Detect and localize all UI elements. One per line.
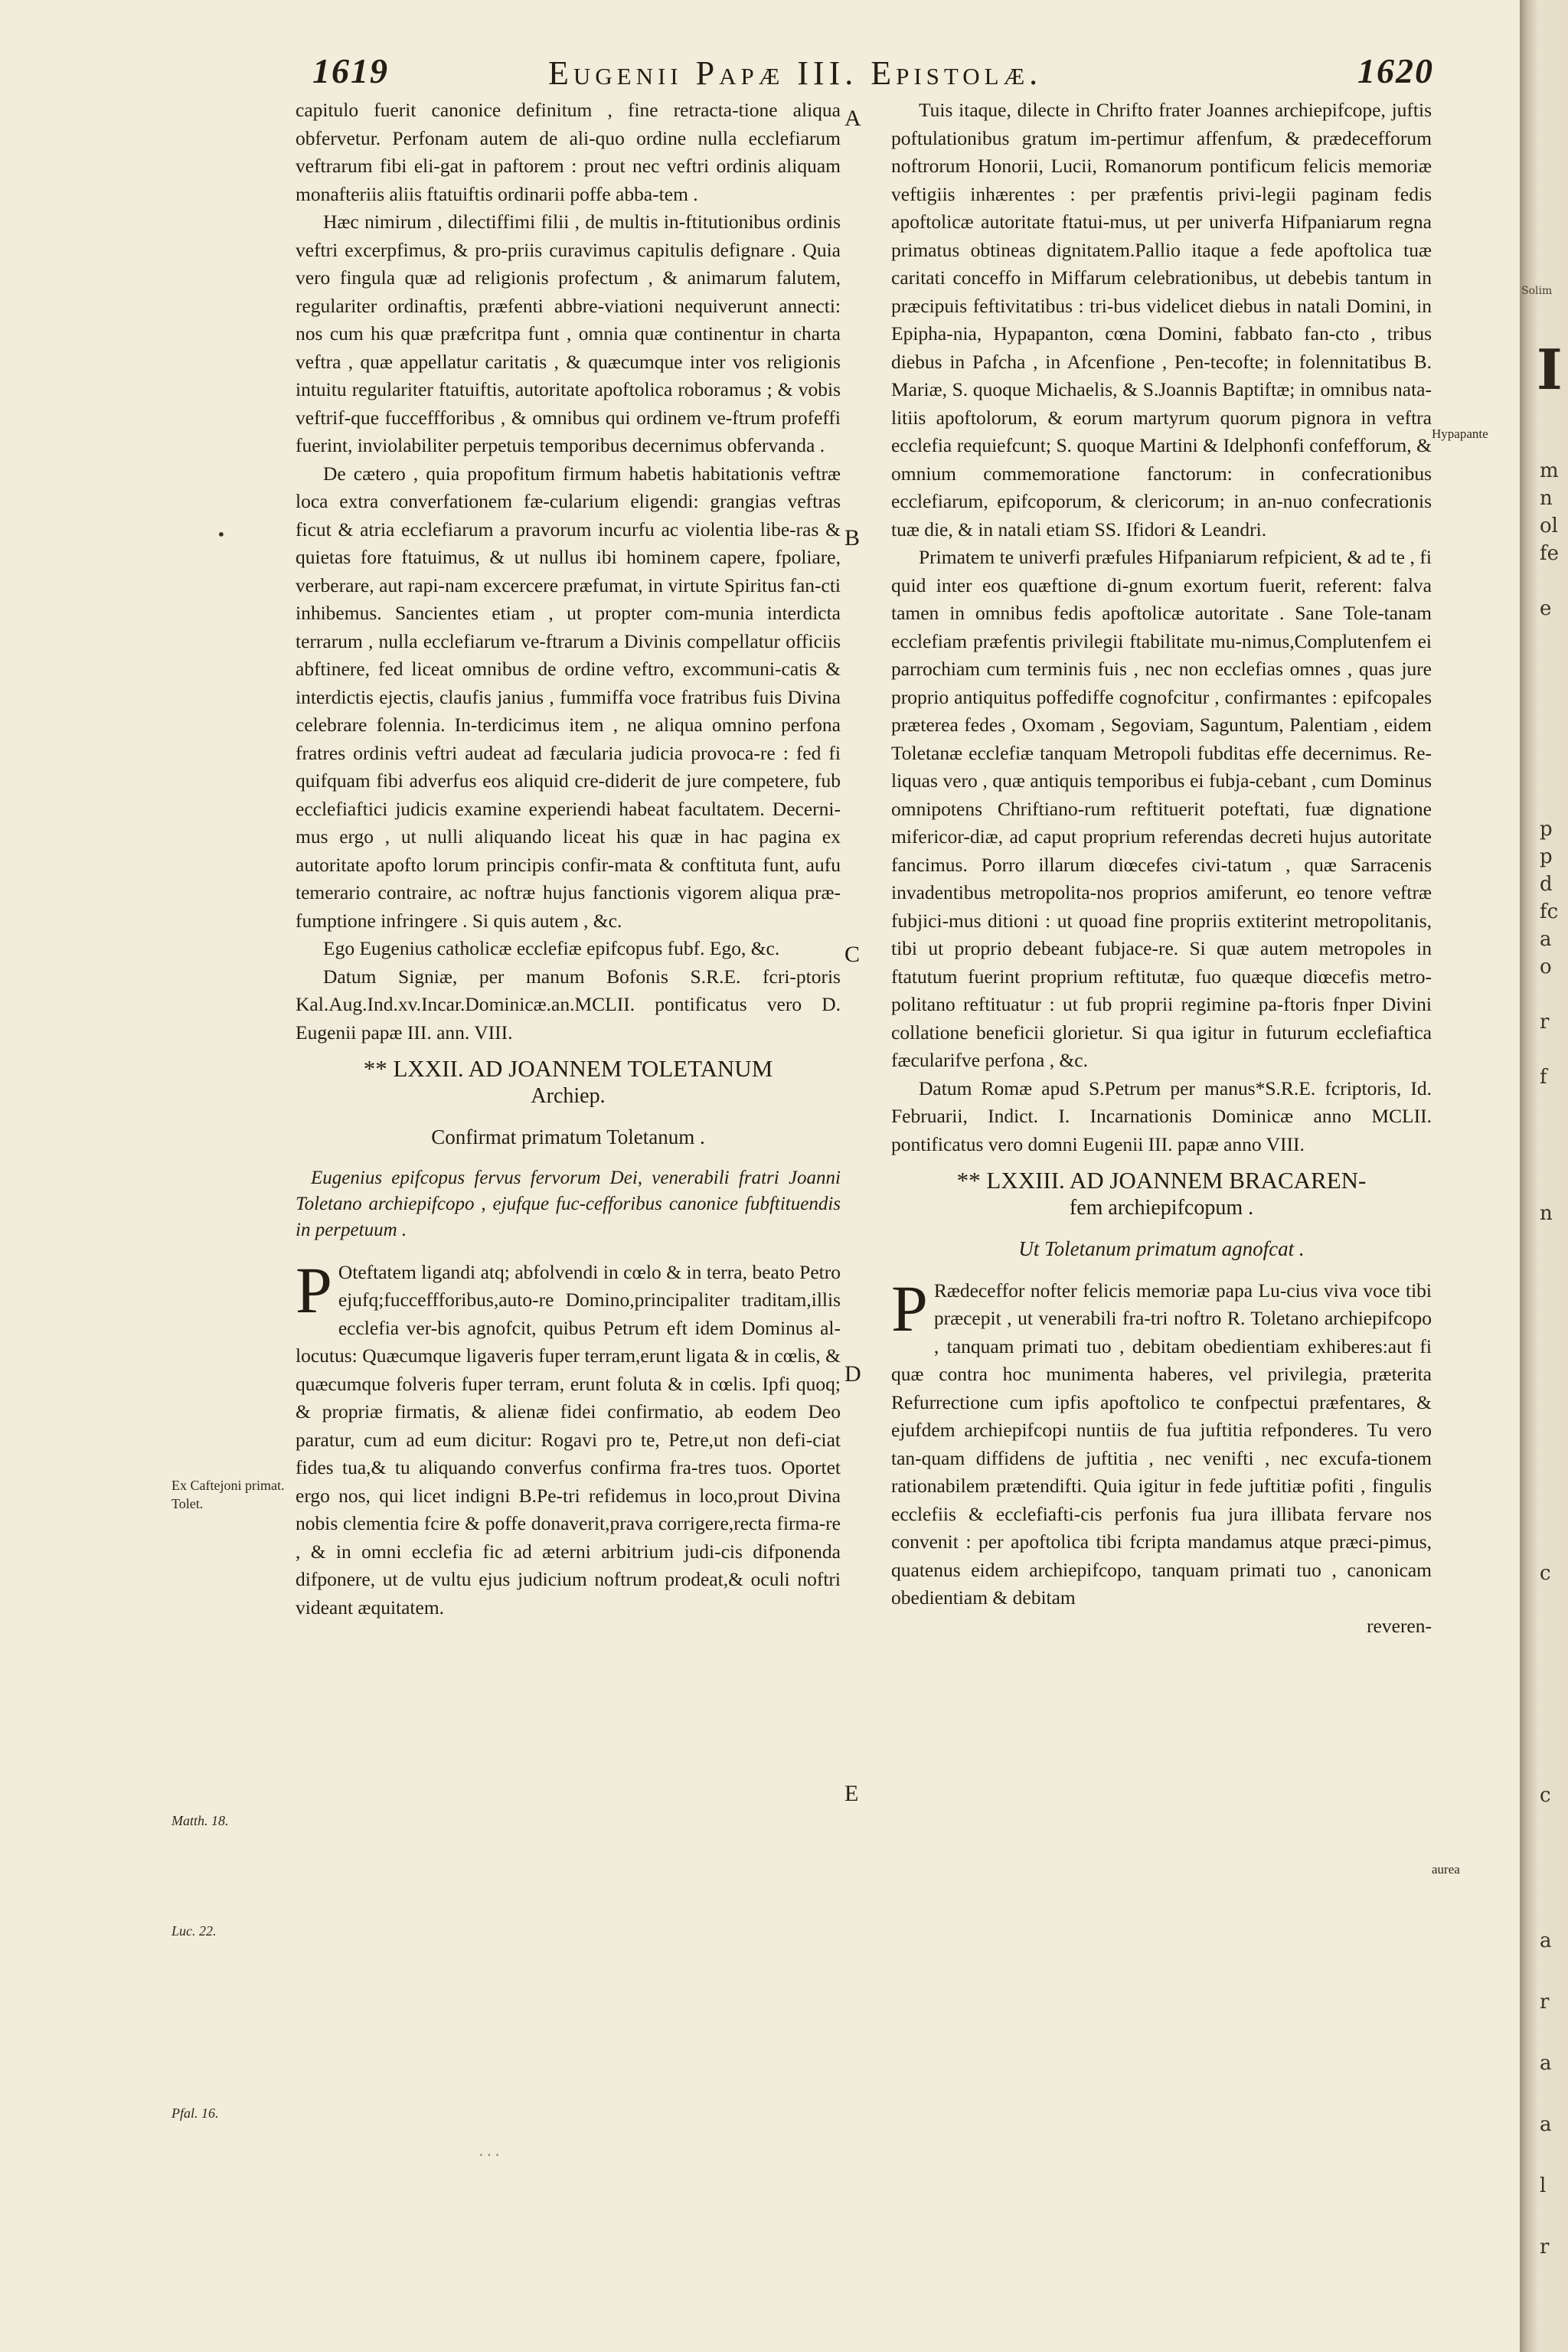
margin-note-castejon: Ex Caftejoni primat. Tolet. xyxy=(172,1478,285,1511)
drop-cap: P xyxy=(296,1253,332,1327)
letter-heading: ** LXXII. AD JOANNEM TOLETANUM xyxy=(363,1055,773,1082)
page-number-right: 1620 xyxy=(1357,51,1434,90)
gutter-char: d xyxy=(1540,873,1553,896)
letter-summary: Ut Toletanum primatum agnofcat . xyxy=(1018,1237,1305,1260)
paragraph: De cætero , quia propofitum firmum habetis habitationis veftræ loca extra converfationem fæ-cularium eligendi: grangias veftras ficut & atria ecclefiarum a pravorum incurfu ac violentia libe-ras & quietas fore ftatuimus, & ut nullus ibi hominem capere, fpoliare, verberare, aut rapi-nam excercere præfumat, in virtute Spiritus fan-cti inhibemus. Sancientes etiam , ut propter com-munia interdicta terrarum , nulla ecclefiarum ve-ftrarum a Divinis compellatur officiis abftinere, fed liceat omnibus de ordine veftro, excommuni-catis & interdictis ejectis, claufis janius , fummiffa voce fratribus fuis Divina celebrare folennia. In-terdicimus item , ne aliqua omnino perfona fratres ordinis veftri audeat ad fæcularia judicia provoca-re : fed fi quifquam fibi adverfus eos aliquid cre-diderit de jure competere, fub ecclefiaftici judicis examine experiendi habeat facultatem. Decerni-mus ergo , ut nulli aliquando liceat his quæ in hac pagina ex autoritate apofto lorum principis confir-mata & conftituta funt, aufu temerario contraire, ac noftræ hujus fanctionis vigorem aliqua præ-fumptione infringere . Si quis autem , &c. xyxy=(296,462,841,932)
dating-clause: Datum Romæ apud S.Petrum per manus*S.R.E. fcriptoris, Id. Februarii, Indict. I. Incarnationis Dominicæ anno MCLII. pontificatus vero domni Eugenii III. papæ anno VIII. xyxy=(891,1076,1432,1155)
margin-note-matthew: Matth. 18. xyxy=(172,1813,229,1828)
gutter-char: r xyxy=(1540,1991,1550,2014)
signature-line: Ego Eugenius catholicæ ecclefiæ epifcopus fubf. Ego, &c. xyxy=(323,937,780,959)
gutter-char: a xyxy=(1540,2113,1552,2136)
gutter-char: r xyxy=(1540,1011,1550,1034)
letter-summary: Confirmat primatum Toletanum . xyxy=(431,1125,705,1148)
gutter-char: p xyxy=(1540,818,1553,841)
dating-clause: Datum Signiæ, per manum Bofonis S.R.E. fcri-ptoris Kal.Aug.Ind.xv.Incar.Dominicæ.an.MCLII. pontificatus vero D. Eugenii papæ III. ann. VIII. xyxy=(296,965,841,1044)
gutter-big-letter: I xyxy=(1537,337,1563,402)
letter-heading: ** LXXIII. AD JOANNEM BRACAREN- xyxy=(956,1167,1367,1194)
gutter-char: e xyxy=(1540,597,1552,620)
paragraph: Hæc nimirum , dilectiffimi filii , de multis in-ftitutionibus ordinis veftri excerpfimus, & pro-priis curavimus capitulis defignare . Quia vero fingula quæ ad religionis profectum , & animarum falutem, regulariter ordinaftis, præfenti abbre-viationi nequiverunt annecti: nos cum his quæ præfcritpa funt , omnia quæ continentur in charta veftra , quæ appellatur caritatis , & quæcumque inter vos religionis intuitu regulariter ftatuiftis, autoritate apoftolica roboramus ; & vobis veftrif-que fucceffforibus , & omnibus qui ordinem ve-ftrum profeffi fuerint, inviolabiliter perpetuis temporibus decernimus obfervanda . xyxy=(296,211,841,456)
margin-note-hypapante: Hypapante xyxy=(1432,426,1488,441)
paragraph-text: Oteftatem ligandi atq; abfolvendi in cœlo & in terra, beato Petro ejufq;fucceffforibus,auto-re Domino,principaliter traditam,illis ecclefia ver-bis agnofcit, quibus Petrum eft idem Dominus al-locutus: Quæcumque ligaveris fuper terram,erunt ligata & in cœlis, & quæcumque folveris fuper terram, erunt foluta & in cœlis. Ipfi quoq; & propriæ firmatis, & alienæ fidei confirmatio, ab eodem Deo paratur, cum ad eum dicitur: Rogavi pro te, Petre,ut non defi-ciat fides tua,& tu aliquando converfus confirma fra-tres tuos. Oportet ergo nos, qui licet indigni B.Pe-tri refidemus in loco,prout Divina nobis clementia fcire & poffe donaverit,prava corrigere,recta firma-re , & in omni ecclefia fic ad æterni arbitrium judi-cis difponenda difponere, ut de vultu ejus judicium noftrum prodeat,& oculi noftri videant æquitatem. xyxy=(296,1260,841,1619)
gutter-char: ol xyxy=(1540,514,1558,537)
paragraph: capitulo fuerit canonice definitum , fine retracta-tione aliqua obfervetur. Perfonam autem de ali-quo ordine nulla ecclefiarum veftrarum fibi eli-gat in paftorem : prout nec veftri ordinis aliquam monafteriis aliis ftatuiftis ordinarii poffe abba-tem . xyxy=(296,99,841,205)
section-letter-b: B xyxy=(844,525,861,550)
right-column xyxy=(891,96,1432,1640)
gutter-char: r xyxy=(1540,2236,1550,2259)
gutter-char: a xyxy=(1540,1929,1552,1952)
section-letter-d: D xyxy=(844,1361,861,1387)
letter-subheading: Archiep. xyxy=(531,1084,606,1108)
letter-address: Eugenius epifcopus fervus fervorum Dei, venerabili fratri Joanni Toletano archiepifcopo , ejufque fuc-cefforibus canonice fubftituendis in perpetuum . xyxy=(296,1167,841,1240)
section-letter-e: E xyxy=(844,1781,859,1806)
section-letter-c: C xyxy=(844,942,861,967)
gutter-char: fc xyxy=(1540,900,1559,923)
paragraph: Tuis itaque, dilecte in Chrifto frater Joannes archiepifcope, juftis poftulationibus gratum im-pertimur affenfum, & prædecefforum noftrorum Honorii, Lucii, Romanorum pontificum felicis memoriæ veftigiis inhærentes : per præfentis privi-legii paginam fedis apoftolicæ autoritate ftatui-mus, ut per univerfa Hifpaniarum regna primatus obtineas dignitatem.Pallio itaque a fede apoftolica tuæ caritati conceffo in Miffarum celebrationibus, ut debebis tantum in præcipuis feftivitatibus : tri-bus videlicet diebus in natali Domini, in Epipha-nia, Hypapanton, cœna Domini, fabbato fan-cto , tribus diebus in Pafcha , in Afcenfione , Pen-tecofte; in folennitatibus B. Mariæ, S. quoque Michaelis, & S.Joannis Baptiftæ; in omnibus nata-litiis apoftolorum, & eorum martyrum quorum pignora in veftra ecclefia requiefcunt; S. quoque Martini & Idelphonfi confefforum, & omnium commemoratione fanctorum: in confecrationibus ecclefiarum, epifcoporum, & clericorum; in an-nuo confecrationis tuæ die, & in natali etiam SS. Ifidori & Leandri. xyxy=(891,99,1432,541)
gutter-char: a xyxy=(1540,928,1552,951)
paragraph-text: Rædeceffor nofter felicis memoriæ papa Lu-cius viva voce tibi præcepit , ut venerabili fra-tri noftro R. Toletano archiepifcopo , tanquam primati tuo , debitam obedientiam exhiberes:aut fi quæ contra hoc munimenta haberes, vel privilegia, præterita Refurrectione cum ipfis apoftolico te confpectui præfentares, & ejufdem archiepifcopi nuntiis de fua juftitia refponderes. Tu vero tan-quam diffidens de juftitia , nec venifti , nec excufa-tionem rationabilem prætendifti. Quia igitur in fede juftitiæ pofiti , fingulis ecclefiis & ecclefiafti-cis perfonis fua jura illibata fervare nos convenit : per apoftolica tibi fcripta mandamus atque præci-pimus, quatenus eidem archiepifcopo, tanquam primati tuo , canonicam obedientiam & debitam xyxy=(891,1279,1432,1609)
gutter-char: c xyxy=(1540,1784,1551,1807)
margin-note-luke: Luc. 22. xyxy=(172,1923,217,1939)
gutter-char: f xyxy=(1540,1066,1547,1089)
gutter-char: n xyxy=(1540,1202,1553,1225)
gutter-char: a xyxy=(1540,2052,1552,2075)
page-number-left: 1619 xyxy=(312,51,389,90)
gutter-char: o xyxy=(1540,956,1552,978)
margin-note-psalm: Pfal. 16. xyxy=(172,2105,219,2121)
paragraph: Primatem te univerfi præfules Hifpaniarum refpicient, & ad te , fi quid inter eos quæftione di-gnum exortum fuerit, referent: falva tamen in omnibus fedis apoftolicæ autoritate . Sane Tole-tanam ecclefiam præfentis privilegii ftabilitate mu-nimus,Complutenfem ei parrochiam cum terminis fuis , nec non ecclefias omnes , quas jure proprio antiquitus poffediffe cognofcitur , confirmantes : epifcopales præterea fedes , Oxomam , Segoviam, Saguntum, Palentiam , eidem Toletanæ ecclefiæ tanquam Metropoli fubditas effe decernimus. Re-liquas vero , quæ antiquis temporibus ei fubja-cebant , cum Dominus omnipotens Chriftiano-rum reftituerit poteftati, fuæ dignatione mifericor-diæ, ad caput proprium referendas decreti hujus autoritate fancimus. Porro illarum diœcefes civi-tatum , quæ Sarracenis invadentibus metropolita-nos proprios amiferunt, eo tenore veftræ fubjici-mus ditioni : ut quoad fine propriis extiterint metropolitanis, tibi ut proprio debeant fubjace-re. Si quæ autem metropoles in ftatutum fuerint proprium reftitutæ, fuo quæque diœcefis metro-politano reftituatur : ut fub proprii regimine pa-ftoris fnper Divini collatione beneficii glorietur. Si qua igitur in futurum ecclefiaftica fæcularifve perfona , &c. xyxy=(891,546,1432,1071)
gutter-char: c xyxy=(1540,1562,1551,1585)
section-letter-a: A xyxy=(844,106,861,131)
gutter-char: p xyxy=(1540,845,1553,868)
drop-cap: P xyxy=(891,1271,928,1345)
gutter-char: l xyxy=(1540,2174,1547,2197)
margin-note-aurea: aurea xyxy=(1432,1862,1460,1877)
gutter-char: m xyxy=(1540,459,1559,482)
gutter-note: Solim xyxy=(1521,285,1553,297)
gutter-char: fe xyxy=(1540,542,1560,565)
paragraph xyxy=(891,1271,1432,1612)
paragraph xyxy=(296,1253,841,1622)
left-column xyxy=(296,96,841,1622)
ink-smudge: ⸳ ⸳ ⸳ xyxy=(479,2145,499,2161)
catchword: reveren- xyxy=(1367,1614,1432,1637)
letter-subheading: fem archiepifcopum . xyxy=(1069,1196,1254,1220)
adjacent-page-edge xyxy=(1520,0,1568,2352)
gutter-char: n xyxy=(1540,487,1553,510)
running-title: Eugenii Papæ III. Epistolæ. xyxy=(548,54,1043,92)
ink-dot: • xyxy=(217,525,226,544)
